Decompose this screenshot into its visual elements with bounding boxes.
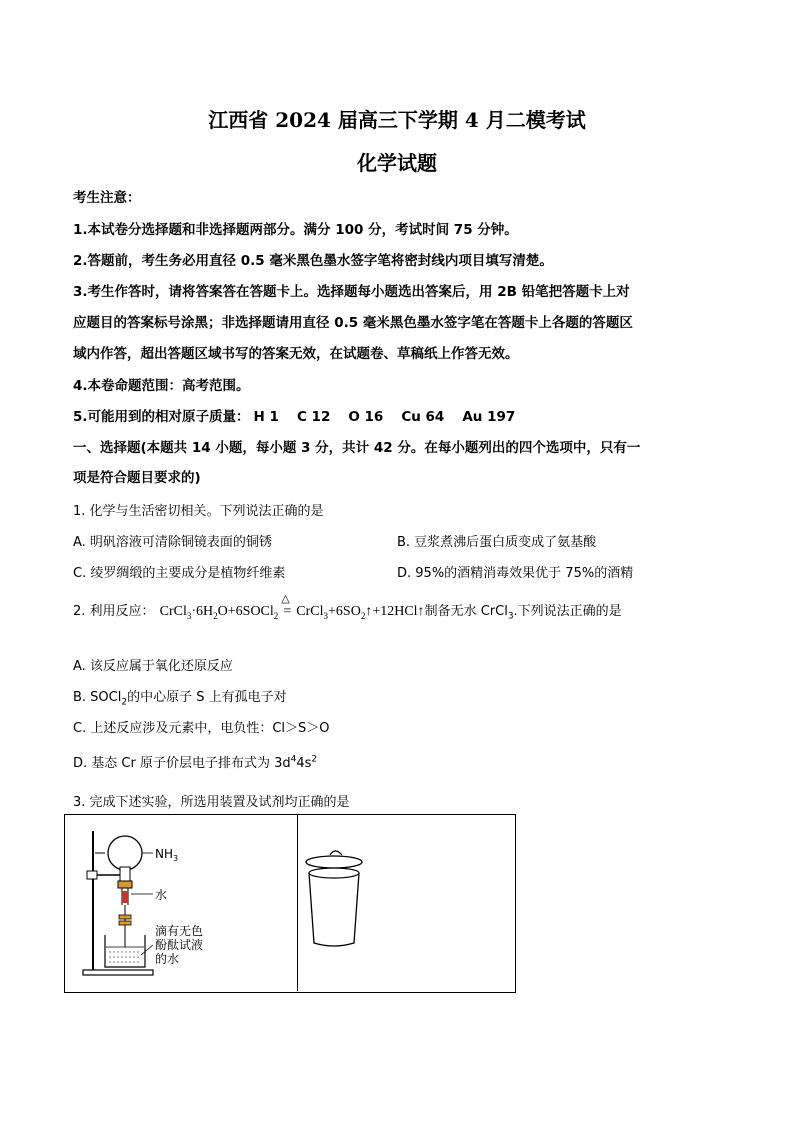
q2-suffix: 制备无水 CrCl$_3$.下列说法正确的是 (424, 604, 622, 622)
notice-item-4: 4.本卷命题范围：高考范围。 (73, 378, 250, 394)
notice-item-5 (73, 405, 515, 425)
lidded-bucket-diagram (300, 815, 510, 990)
label-water: 水 (155, 888, 168, 902)
q2-option-b: B. SOCl$_2$的中心原子 S 上有孤电子对 (73, 690, 287, 708)
q1-option-d: D. 95%的酒精消毒效果优于 75%的酒精 (397, 566, 634, 581)
section-heading-cont: 项是符合题目要求的) (73, 470, 201, 486)
notice-item-1: 1.本试卷分选择题和非选择题两部分。满分 100 分，考试时间 75 分钟。 (73, 222, 518, 238)
mass-o: O 16 (348, 409, 384, 425)
q2-option-a: A. 该反应属于氧化还原反应 (73, 659, 233, 674)
label-beaker-line2: 酚酞试液 (155, 938, 204, 952)
q1-stem: 1. 化学与生活密切相关。下列说法正确的是 (73, 504, 324, 519)
mass-c: C 12 (296, 409, 331, 425)
label-nh3: $NH_3$ (155, 847, 179, 863)
notice-item-3-cont2: 域内作答，超出答题区域书写的答案无效，在试题卷、草稿纸上作答无效。 (73, 346, 519, 362)
q1-option-c: C. 绫罗绸缎的主要成分是植物纤维素 (73, 566, 286, 581)
notice-item-2: 2.答题前，考生务必用直径 0.5 毫米黑色墨水签字笔将密封线内项目填写清楚。 (73, 253, 553, 269)
page-title: 江西省 2024 届高三下学期 4 月二模考试 (208, 108, 586, 132)
q2-equation: $CrCl_3\cdot 6H_2O+6SOCl_2$ △ = $CrCl_3+6SO_2↑+12HCl↑$ (159, 593, 425, 621)
q2-prefix: 2. 利用反应： (73, 604, 155, 619)
notice-item-3-cont1: 应题目的答案标号涂黑；非选择题请用直径 0.5 毫米黑色墨水签字笔在答题卡上各题的答题区 (73, 315, 633, 331)
q2-stem (73, 593, 622, 622)
notice-heading: 考生注意： (73, 190, 141, 206)
fountain-apparatus-diagram (65, 815, 295, 990)
label-beaker-line3: 的水 (155, 952, 180, 966)
q1-option-a: A. 明矾溶液可清除铜镜表面的铜锈 (73, 535, 272, 550)
section-heading: 一、选择题(本题共 14 小题，每小题 3 分，共计 42 分。在每小题列出的四个选项中，只有一 (73, 440, 641, 456)
q3-stem: 3. 完成下述实验，所选用装置及试剂均正确的是 (73, 795, 350, 810)
page-subtitle: 化学试题 (357, 151, 437, 175)
mass-h: H 1 (253, 409, 279, 425)
mass-au: Au 197 (462, 409, 516, 425)
q3-figure-divider (297, 814, 298, 991)
q2-option-d: D. 基态 Cr 原子价层电子排布式为 $3d^44s^2$ (73, 754, 318, 771)
q1-option-b: B. 豆浆煮沸后蛋白质变成了氨基酸 (397, 535, 597, 550)
notice-item-3: 3.考生作答时，请将答案答在答题卡上。选择题每小题选出答案后，用 2B 铅笔把答题卡上对 (73, 284, 630, 300)
q2-option-c: C. 上述反应涉及元素中，电负性：Cl＞S＞O (73, 721, 330, 736)
label-beaker-line1: 滴有无色 (155, 924, 204, 938)
mass-cu: Cu 64 (401, 409, 445, 425)
mass-label: 5.可能用到的相对原子质量： (73, 409, 250, 425)
